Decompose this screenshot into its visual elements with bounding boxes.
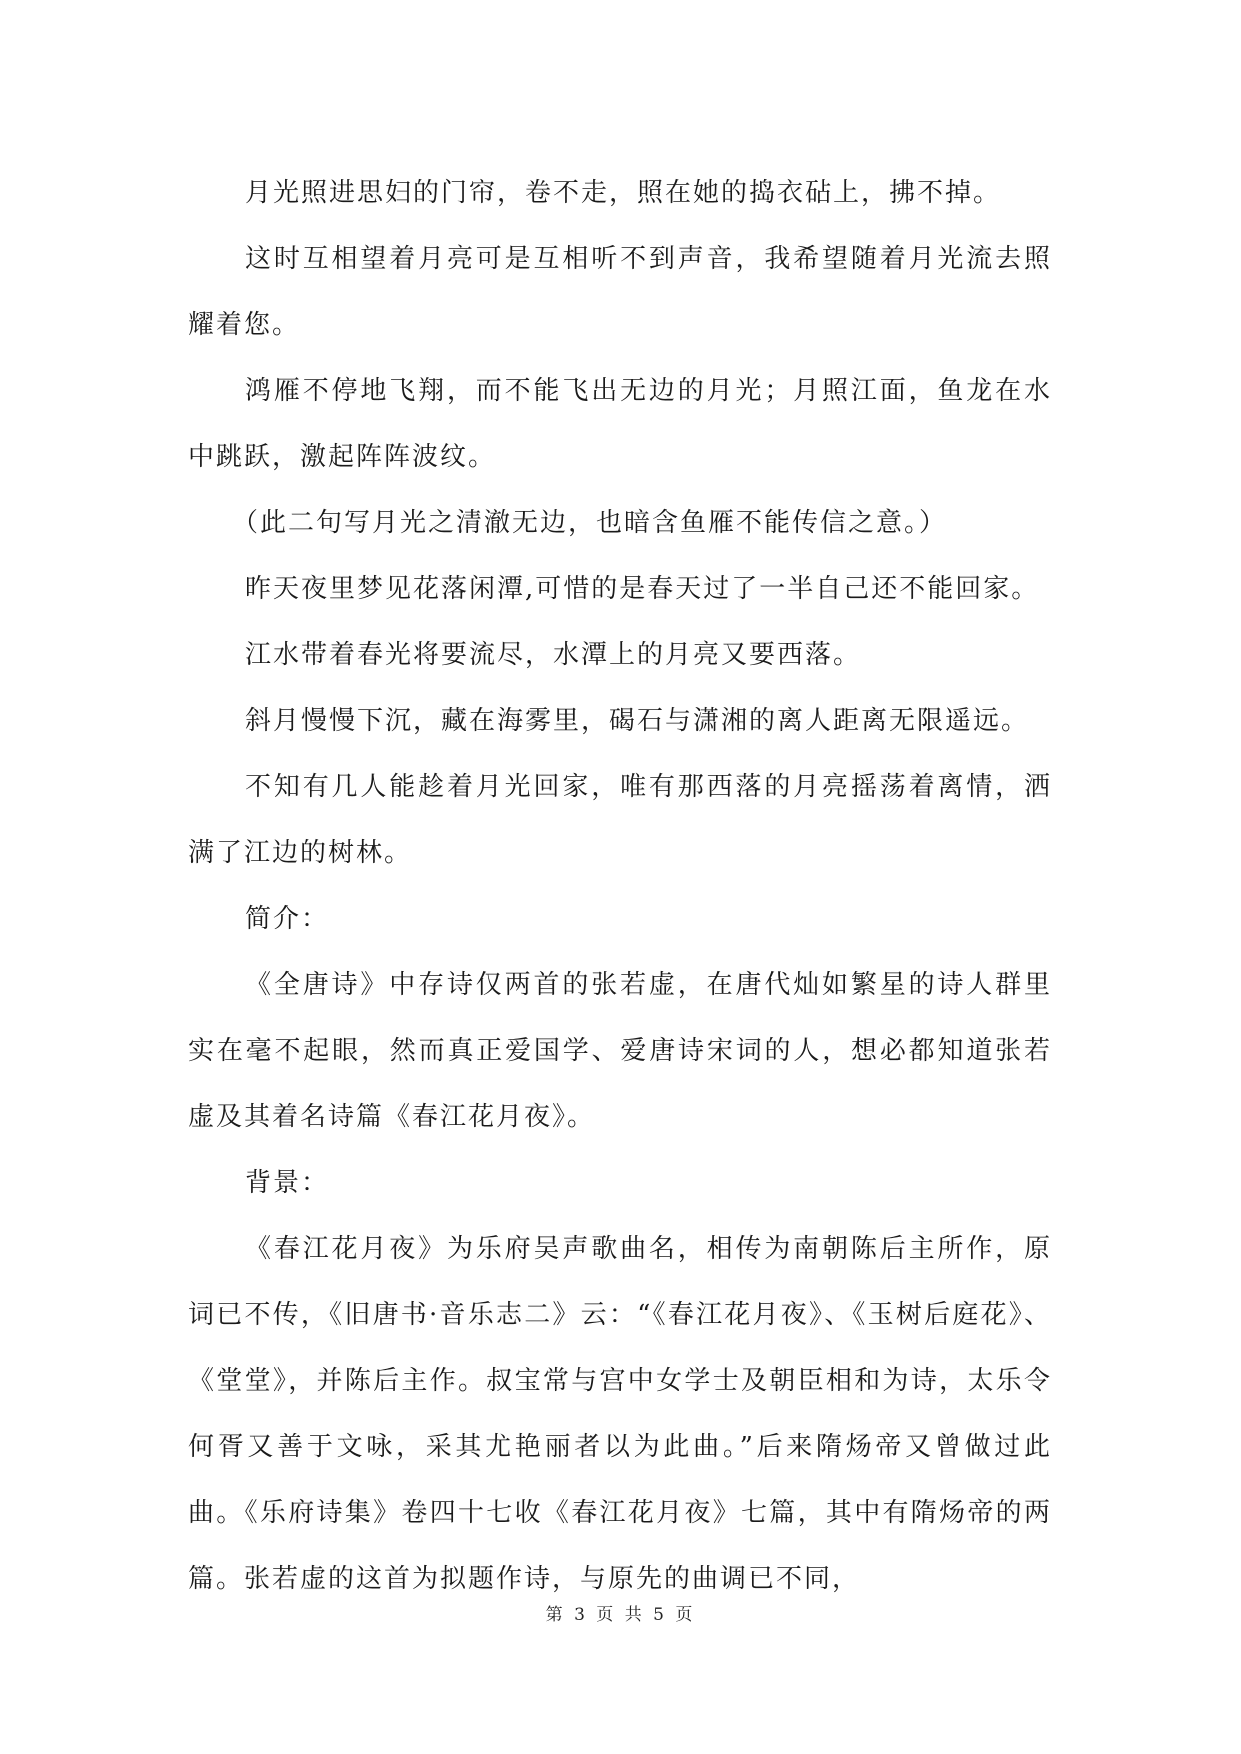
paragraph-moonlight-curtain: 月光照进思妇的门帘，卷不走，照在她的捣衣砧上，拂不掉。 — [245, 178, 1002, 208]
paragraph-dream-flowers: 昨天夜里梦见花落闲潭,可惜的是春天过了一半自己还不能回家。 — [245, 574, 1040, 604]
paragraph-wild-geese: 鸿雁不停地飞翔，而不能飞出无边的月光；月照江面，鱼龙在水中跳跃，激起阵阵波纹。 — [188, 376, 1052, 472]
page-number-footer: 第 3 页 共 5 页 — [545, 1605, 696, 1625]
paragraph-return-home: 不知有几人能趁着月光回家，唯有那西落的月亮摇荡着离情，洒满了江边的树林。 — [188, 772, 1052, 868]
paragraph-annotation: （此二句写月光之清澈无边，也暗含鱼雁不能传信之意。） — [232, 508, 948, 538]
body-text — [188, 160, 1052, 1612]
paragraph-slanting-moon: 斜月慢慢下沉，藏在海雾里，碣石与潇湘的离人距离无限遥远。 — [245, 706, 1030, 736]
heading-background: 背景： — [245, 1168, 330, 1198]
paragraph-introduction: 《全唐诗》中存诗仅两首的张若虚，在唐代灿如繁星的诗人群里实在毫不起眼，然而真正爱国学、爱唐诗宋词的人，想必都知道张若虚及其着名诗篇《春江花月夜》。 — [188, 970, 1052, 1132]
paragraph-background: 《春江花月夜》为乐府吴声歌曲名，相传为南朝陈后主所作，原词已不传，《旧唐书·音乐志二》云：“《春江花月夜》、《玉树后庭花》、《堂堂》，并陈后主作。叔宝常与宫中女学士及朝臣相和为诗，太乐令何胥又善于文咏，采其尤艳丽者以为此曲。”后来隋炀帝又曾做过此曲。《乐府诗集》卷四十七收《春江花月夜》七篇，其中有隋炀帝的两篇。张若虚的这首为拟题作诗，与原先的曲调已不同， — [188, 1234, 1052, 1594]
paragraph-river-spring: 江水带着春光将要流尽，水潭上的月亮又要西落。 — [245, 640, 862, 670]
paragraph-gazing-moon: 这时互相望着月亮可是互相听不到声音，我希望随着月光流去照耀着您。 — [188, 244, 1052, 340]
heading-introduction: 简介： — [245, 904, 330, 934]
